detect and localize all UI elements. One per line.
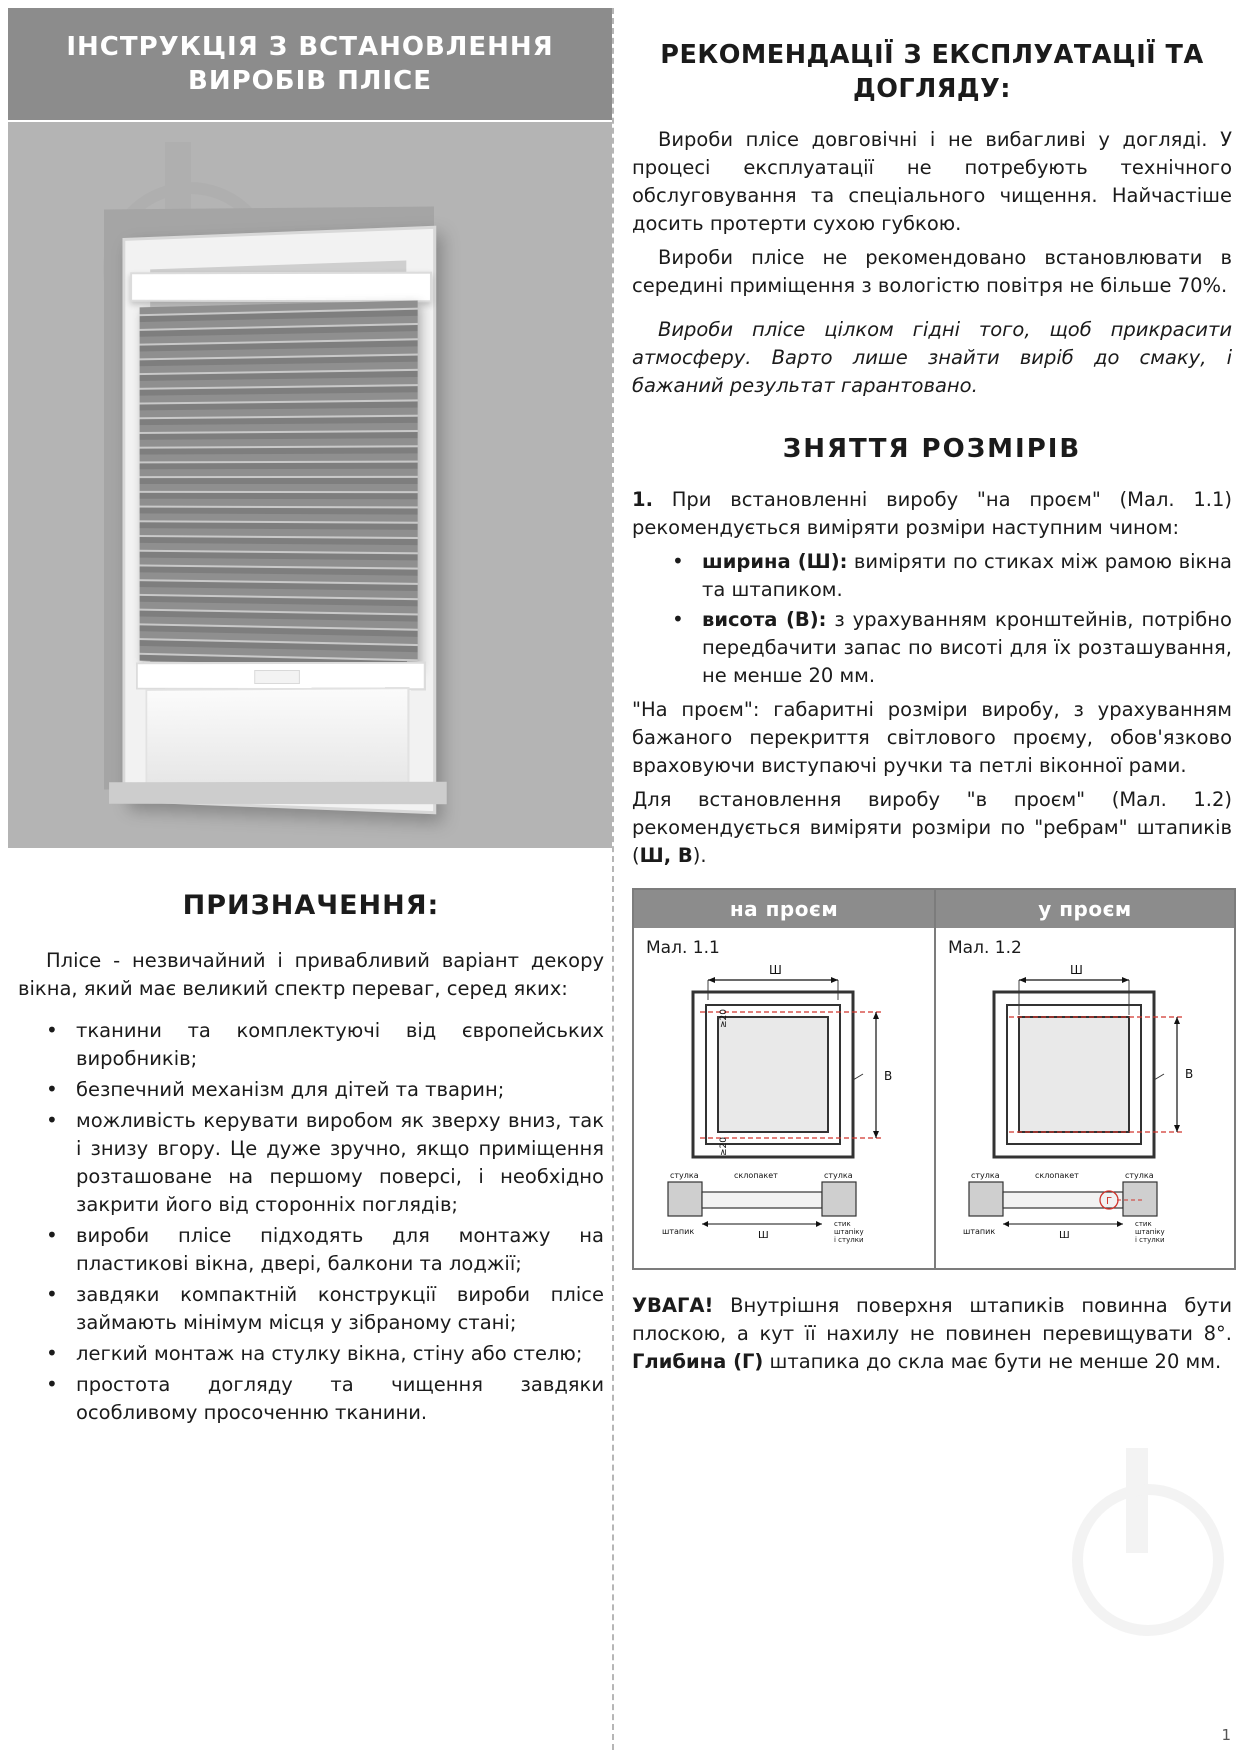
purpose-intro: Пліcе - незвичайний і привабливий варіант декору вікна, який має великий спектр переваг, серед яких: <box>18 949 604 1000</box>
diagram-caption-1: Мал. 1.1 <box>646 938 720 958</box>
svg-text:склопакет: склопакет <box>1035 1171 1079 1180</box>
measure-paragraph-1: "На проєм": габаритні розміри виробу, з урахуванням бажаного перекриття світлового проєму, обов'язково враховуючи виступаючі ручки та петлі віконної рами. <box>632 698 1232 777</box>
diagram-illustration-in-opening <box>949 960 1221 1245</box>
warning-note <box>632 1292 1232 1376</box>
window-glass <box>145 687 409 789</box>
blind-headrail <box>130 272 432 303</box>
list-item <box>632 548 1232 604</box>
list-item: • легкий монтаж на стулку вікна, стіну або стелю; <box>18 1340 604 1368</box>
diagram-illustration-on-opening <box>648 960 920 1245</box>
measure-list <box>632 548 1232 690</box>
list-item: • простота догляду та чищення завдяки особливому просоченню тканини. <box>18 1371 604 1427</box>
warning-text-a: Внутрішня поверхня штапиків повинна бути плоскою, а кут її нахилу не повинен перевищувати 8°. <box>632 1294 1232 1345</box>
diagram-body-2 <box>936 928 1234 1268</box>
diagram-cell-1 <box>634 890 934 1268</box>
svg-text:стулка: стулка <box>670 1171 699 1180</box>
svg-text:Ш: Ш <box>758 1230 769 1241</box>
list-item: • тканини та комплектуючі від європейських виробників; <box>18 1017 604 1073</box>
care-paragraph-3: Вироби пліcе цілком гідні того, щоб прикрасити атмосферу. Варто лише знайти виріб до смаку, і бажаний результат гарантовано. <box>632 318 1232 397</box>
blind-pleated-fabric <box>140 301 418 668</box>
svg-text:Ш: Ш <box>769 963 782 977</box>
watermark-icon <box>1072 1448 1202 1618</box>
right-column <box>632 0 1232 1758</box>
measure-paragraph-2-a: Для встановлення виробу "в проєм" (Мал. 1.2) рекомендується виміряти розміри по "ребрам" штапиків ( <box>632 788 1232 867</box>
measure-intro <box>632 486 1232 542</box>
measure-item-text: виміряти по стиках між рамою вікна та штапиком. <box>702 550 1232 601</box>
diagram-header-2: у проєм <box>936 890 1234 928</box>
svg-text:штапик: штапик <box>963 1227 996 1236</box>
svg-text:і стулки: і стулки <box>1135 1236 1165 1244</box>
list-item: • завдяки компактній конструкції вироби пліcе займають мінімум місця у зібраному стані; <box>18 1281 604 1337</box>
purpose-title: ПРИЗНАЧЕННЯ: <box>182 890 440 921</box>
measure-paragraph-2-c: ). <box>692 844 707 867</box>
svg-text:склопакет: склопакет <box>734 1171 778 1180</box>
product-photo <box>8 122 612 848</box>
column-divider <box>612 8 614 1750</box>
measure-item-text: з урахуванням кронштейнів, потрібно передбачити запас по висоті для їх розташування, не менше 20 мм. <box>702 608 1232 687</box>
diagram-cell-2 <box>934 890 1234 1268</box>
measure-intro-text: При встановленні виробу "на проєм" (Мал. 1.1) рекомендується виміряти розміри наступним чином: <box>632 488 1232 539</box>
measure-title: ЗНЯТТЯ РОЗМІРІВ <box>782 434 1082 464</box>
measure-paragraph-2 <box>632 786 1232 870</box>
measure-item-label: висота (В): <box>702 608 827 631</box>
purpose-section <box>18 890 604 1430</box>
svg-text:≥20: ≥20 <box>719 1009 729 1028</box>
purpose-list <box>18 1017 604 1427</box>
diagram-body-1 <box>634 928 934 1268</box>
blind-bottom-handle <box>254 670 300 684</box>
svg-text:Ш: Ш <box>1070 963 1083 977</box>
svg-text:штапіку: штапіку <box>834 1228 864 1236</box>
svg-text:Ш: Ш <box>1059 1230 1070 1241</box>
svg-text:стулка: стулка <box>971 1171 1000 1180</box>
document-header <box>8 8 612 120</box>
measure-item-label: ширина (Ш): <box>702 550 848 573</box>
svg-text:В: В <box>884 1069 893 1083</box>
measure-paragraph-2-bold: Ш, В <box>639 844 693 867</box>
warning-label: УВАГА! <box>632 1294 714 1317</box>
window-sill <box>109 782 447 805</box>
left-column <box>0 0 612 1758</box>
list-item <box>632 606 1232 690</box>
svg-text:і стулки: і стулки <box>834 1236 864 1244</box>
svg-text:≥20: ≥20 <box>719 1137 729 1156</box>
list-item: • можливість керувати виробом як зверху вниз, так і знизу вгору. Це дуже зручно, якщо приміщення розташоване на першому поверсі, і необхідно закрити його від сторонніх поглядів; <box>18 1107 604 1219</box>
warning-bold: Глибина (Г) <box>632 1350 764 1373</box>
svg-text:В: В <box>1185 1067 1194 1081</box>
svg-text:штапіку: штапіку <box>1135 1228 1165 1236</box>
svg-text:штапик: штапик <box>662 1227 695 1236</box>
page-number: 1 <box>1221 1726 1231 1744</box>
page-title: ІНСТРУКЦІЯ З ВСТАНОВЛЕННЯ ВИРОБІВ ПЛІСЕ <box>66 32 554 96</box>
warning-text-c: штапика до скла має бути не менше 20 мм. <box>763 1350 1222 1373</box>
list-item: • безпечний механізм для дітей та тварин; <box>18 1076 604 1104</box>
measure-intro-number: 1. <box>632 488 653 511</box>
diagram-header-1: на проєм <box>634 890 934 928</box>
svg-text:стик: стик <box>834 1220 851 1228</box>
svg-text:Г: Г <box>1106 1196 1113 1207</box>
diagram-table <box>632 888 1236 1270</box>
svg-text:стулка: стулка <box>824 1171 853 1180</box>
care-paragraph-2: Вироби пліcе не рекомендовано встановлювати в середині приміщення з вологістю повітря не більше 70%. <box>632 246 1232 297</box>
svg-text:стик: стик <box>1135 1220 1152 1228</box>
list-item: • вироби пліcе підходять для монтажу на пластикові вікна, двері, балкони та лоджії; <box>18 1222 604 1278</box>
diagram-caption-2: Мал. 1.2 <box>948 938 1022 958</box>
care-title: РЕКОМЕНДАЦІЇ З ЕКСПЛУАТАЦІЇ ТА ДОГЛЯДУ: <box>660 40 1204 104</box>
svg-text:стулка: стулка <box>1125 1171 1154 1180</box>
care-paragraph-1: Вироби пліcе довговічні і не вибагливі у догляді. У процесі експлуатації не потребують технічного обслуговування та спеціального чищення. Найчастіше досить протерти сухою губкою. <box>632 128 1232 235</box>
